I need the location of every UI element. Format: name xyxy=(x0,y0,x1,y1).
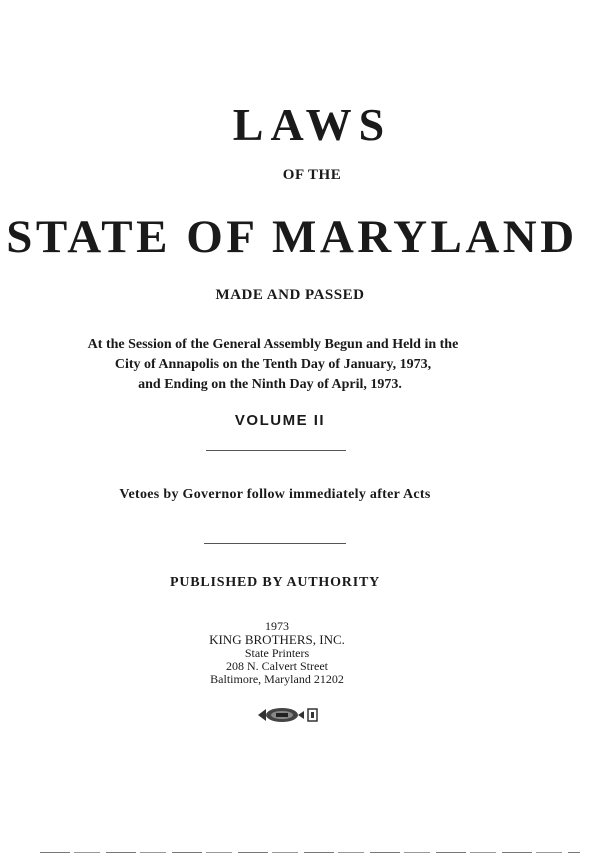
volume-label: VOLUME II xyxy=(234,412,326,429)
title-laws: LAWS xyxy=(232,99,392,150)
imprint xyxy=(0,620,577,686)
imprint-city: Baltimore, Maryland 21202 xyxy=(210,672,344,686)
made-and-passed: MADE AND PASSED xyxy=(215,287,365,303)
title-state: STATE OF MARYLAND xyxy=(6,211,578,263)
union-bug-icon xyxy=(254,703,320,727)
divider xyxy=(206,450,346,451)
imprint-role: State Printers xyxy=(244,646,310,660)
title-of-the: OF THE xyxy=(282,167,342,183)
imprint-publisher: KING BROTHERS, INC. xyxy=(209,632,345,647)
page-edge xyxy=(40,852,580,853)
session-line: and Ending on the Ninth Day of April, 1973. xyxy=(138,377,402,392)
vetoes-note: Vetoes by Governor follow immediately after Acts xyxy=(119,487,431,502)
imprint-year: 1973 xyxy=(265,619,289,633)
published-by-authority: PUBLISHED BY AUTHORITY xyxy=(169,575,380,590)
divider xyxy=(204,543,346,544)
session-line: City of Annapolis on the Tenth Day of January, 1973, xyxy=(114,357,432,372)
session-line: At the Session of the General Assembly Begun and Held in the xyxy=(87,337,459,352)
imprint-street: 208 N. Calvert Street xyxy=(226,659,328,673)
session-description xyxy=(0,335,600,395)
